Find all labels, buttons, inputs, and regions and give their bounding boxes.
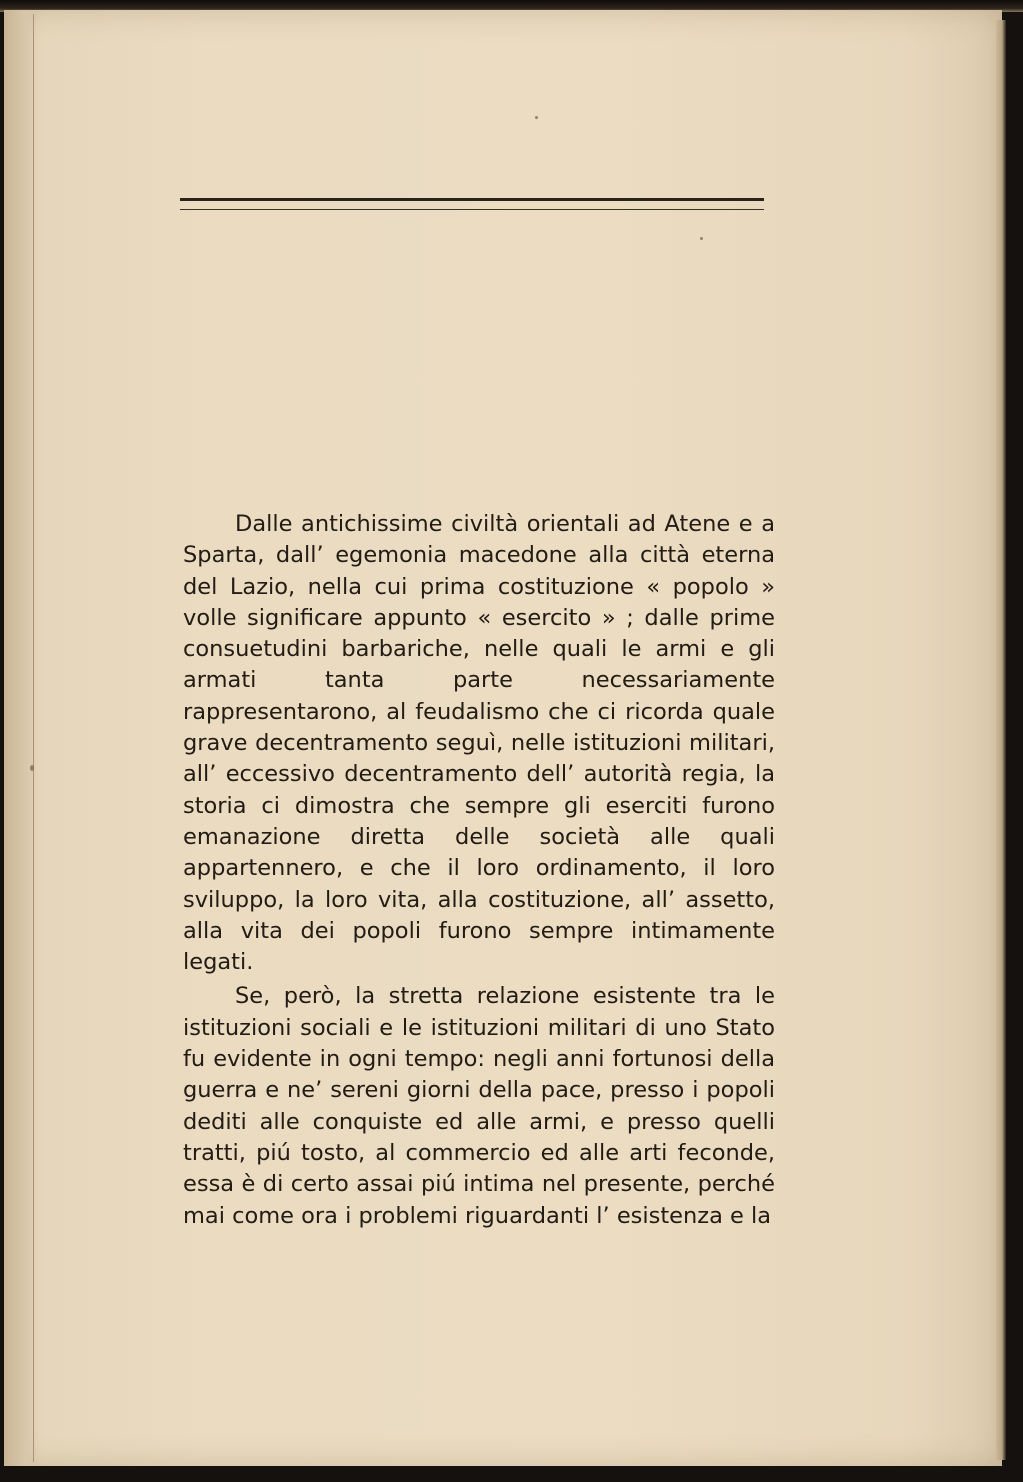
- header-rule-thick: [180, 198, 764, 201]
- page-stack-edge: [996, 20, 1006, 1460]
- paper-speck: [30, 765, 34, 771]
- paragraph: Dalle antichissime civiltà orientali ad Atene e a Sparta, dall’ egemonia macedone alla città eterna del Lazio, nella cui prima costituzione « popolo » volle significare appunto « esercito » ; dalle prime consuetudini barbariche, nelle quali le armi e gli armati tanta parte necessariamente rappresentarono, al feudalismo che ci ricorda quale grave decentramento seguì, nelle istituzioni militari, all’ eccessivo decentramento dell’ autorità regia, la storia ci dimostra che sempre gli eserciti furono emanazione diretta delle società alle quali appartennero, e che il loro ordinamento, il loro sviluppo, la loro vita, alla costituzione, all’ assetto, alla vita dei popoli furono sempre intimamente legati.: [183, 511, 775, 976]
- header-rule-thin: [180, 209, 764, 210]
- paragraph: Se, però, la stretta relazione esistente tra le istituzioni sociali e le istituzioni militari di uno Stato fu evidente in ogni tempo: negli anni fortunosi della guerra e ne’ sereni giorni della pace, presso i popoli dediti alle conquiste ed alle armi, e presso quelli tratti, piú tosto, al commercio ed alle arti feconde, essa è di certo assai piú intima nel presente, perché mai come ora i problemi riguardanti l’ esistenza e la: [183, 983, 775, 1229]
- paper-speck: [535, 116, 538, 119]
- gutter-fold-line: [33, 14, 34, 1462]
- body-text: [183, 509, 775, 1232]
- paper-speck: [700, 237, 703, 240]
